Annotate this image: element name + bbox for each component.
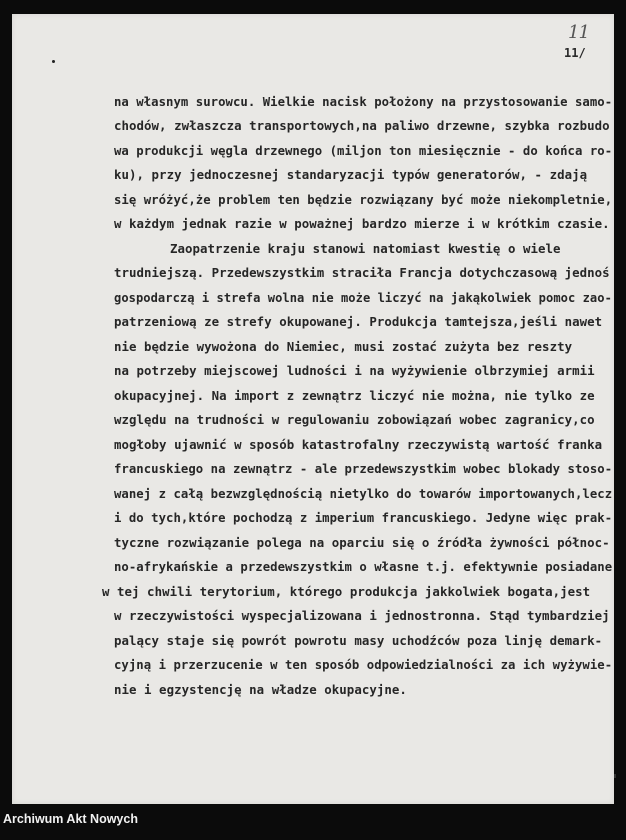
text-line: na potrzeby miejscowej ludności i na wyżywienie olbrzymiej armii [114,363,595,378]
text-line: się wróżyć,że problem ten będzie rozwiązany być może niekompletnie, [114,192,613,207]
text-line: cyjną i przerzucenie w ten sposób odpowiedzialności za ich wyżywie- [114,657,613,672]
text-line: gospodarczą i strefa wolna nie może liczyć na jakąkolwiek pomoc zao- [114,290,612,305]
text-line: palący staje się powrót powrotu masy uchodźców poza linję demark- [114,633,603,648]
text-line: chodów, zwłaszcza transportowych,na paliwo drzewne, szybka rozbudo [114,118,610,133]
text-line: w rzeczywistości wyspecjalizowana i jednostronna. Stąd tymbardziej [114,608,610,623]
typed-text-body [12,14,614,804]
text-line: okupacyjnej. Na import z zewnątrz liczyć nie można, nie tylko ze [114,388,595,403]
text-line: ku), przy jednoczesnej standaryzacji typów generatorów, - zdają [114,167,588,182]
text-line: Zaopatrzenie kraju stanowi natomiast kwestię o wiele [170,241,561,256]
text-line: w każdym jednak razie w poważnej bardzo mierze i w krótkim czasie. [114,216,610,231]
typed-page-number: 11/ [564,46,586,60]
text-line: wa produkcji węgla drzewnego (miljon ton miesięcznie - do końca ro- [114,143,613,158]
text-line: mogłoby ujawnić w sposób katastrofalny rzeczywistą wartość franka [114,437,603,452]
document-page [12,14,614,804]
text-line: no-afrykańskie a przedewszystkim o własne t.j. efektywnie posiadane [114,559,613,574]
text-line: nie i egzystencję na władze okupacyjne. [114,682,407,697]
text-line: patrzeniową ze strefy okupowanej. Produkcja tamtejsza,jeśli nawet [114,314,603,329]
text-line: trudniejszą. Przedewszystkim straciła Francja dotychczasową jednoś [114,265,610,280]
text-line: i do tych,które pochodzą z imperium francuskiego. Jedyne więc prak- [114,510,613,525]
text-line: nie będzie wywożona do Niemiec, musi zostać zużyta bez reszty [114,339,573,354]
text-line: względu na trudności w regulowaniu zobowiązań wobec zagranicy,co [114,412,595,427]
handwritten-page-number: 11 [568,22,589,43]
text-line: wanej z całą bezwzględnością nietylko do towarów importowanych,lecz [114,486,613,501]
archive-watermark: Archiwum Akt Nowych [3,812,138,826]
text-line: na własnym surowcu. Wielkie nacisk położony na przystosowanie samo- [114,94,613,109]
text-line: francuskiego na zewnątrz - ale przedewszystkim wobec blokady stoso- [114,461,613,476]
ink-mark [614,774,616,778]
text-line: w tej chwili terytorium, którego produkcja jakkolwiek bogata,jest [102,584,591,599]
text-line: tyczne rozwiązanie polega na oparciu się o źródła żywności północ- [114,535,610,550]
